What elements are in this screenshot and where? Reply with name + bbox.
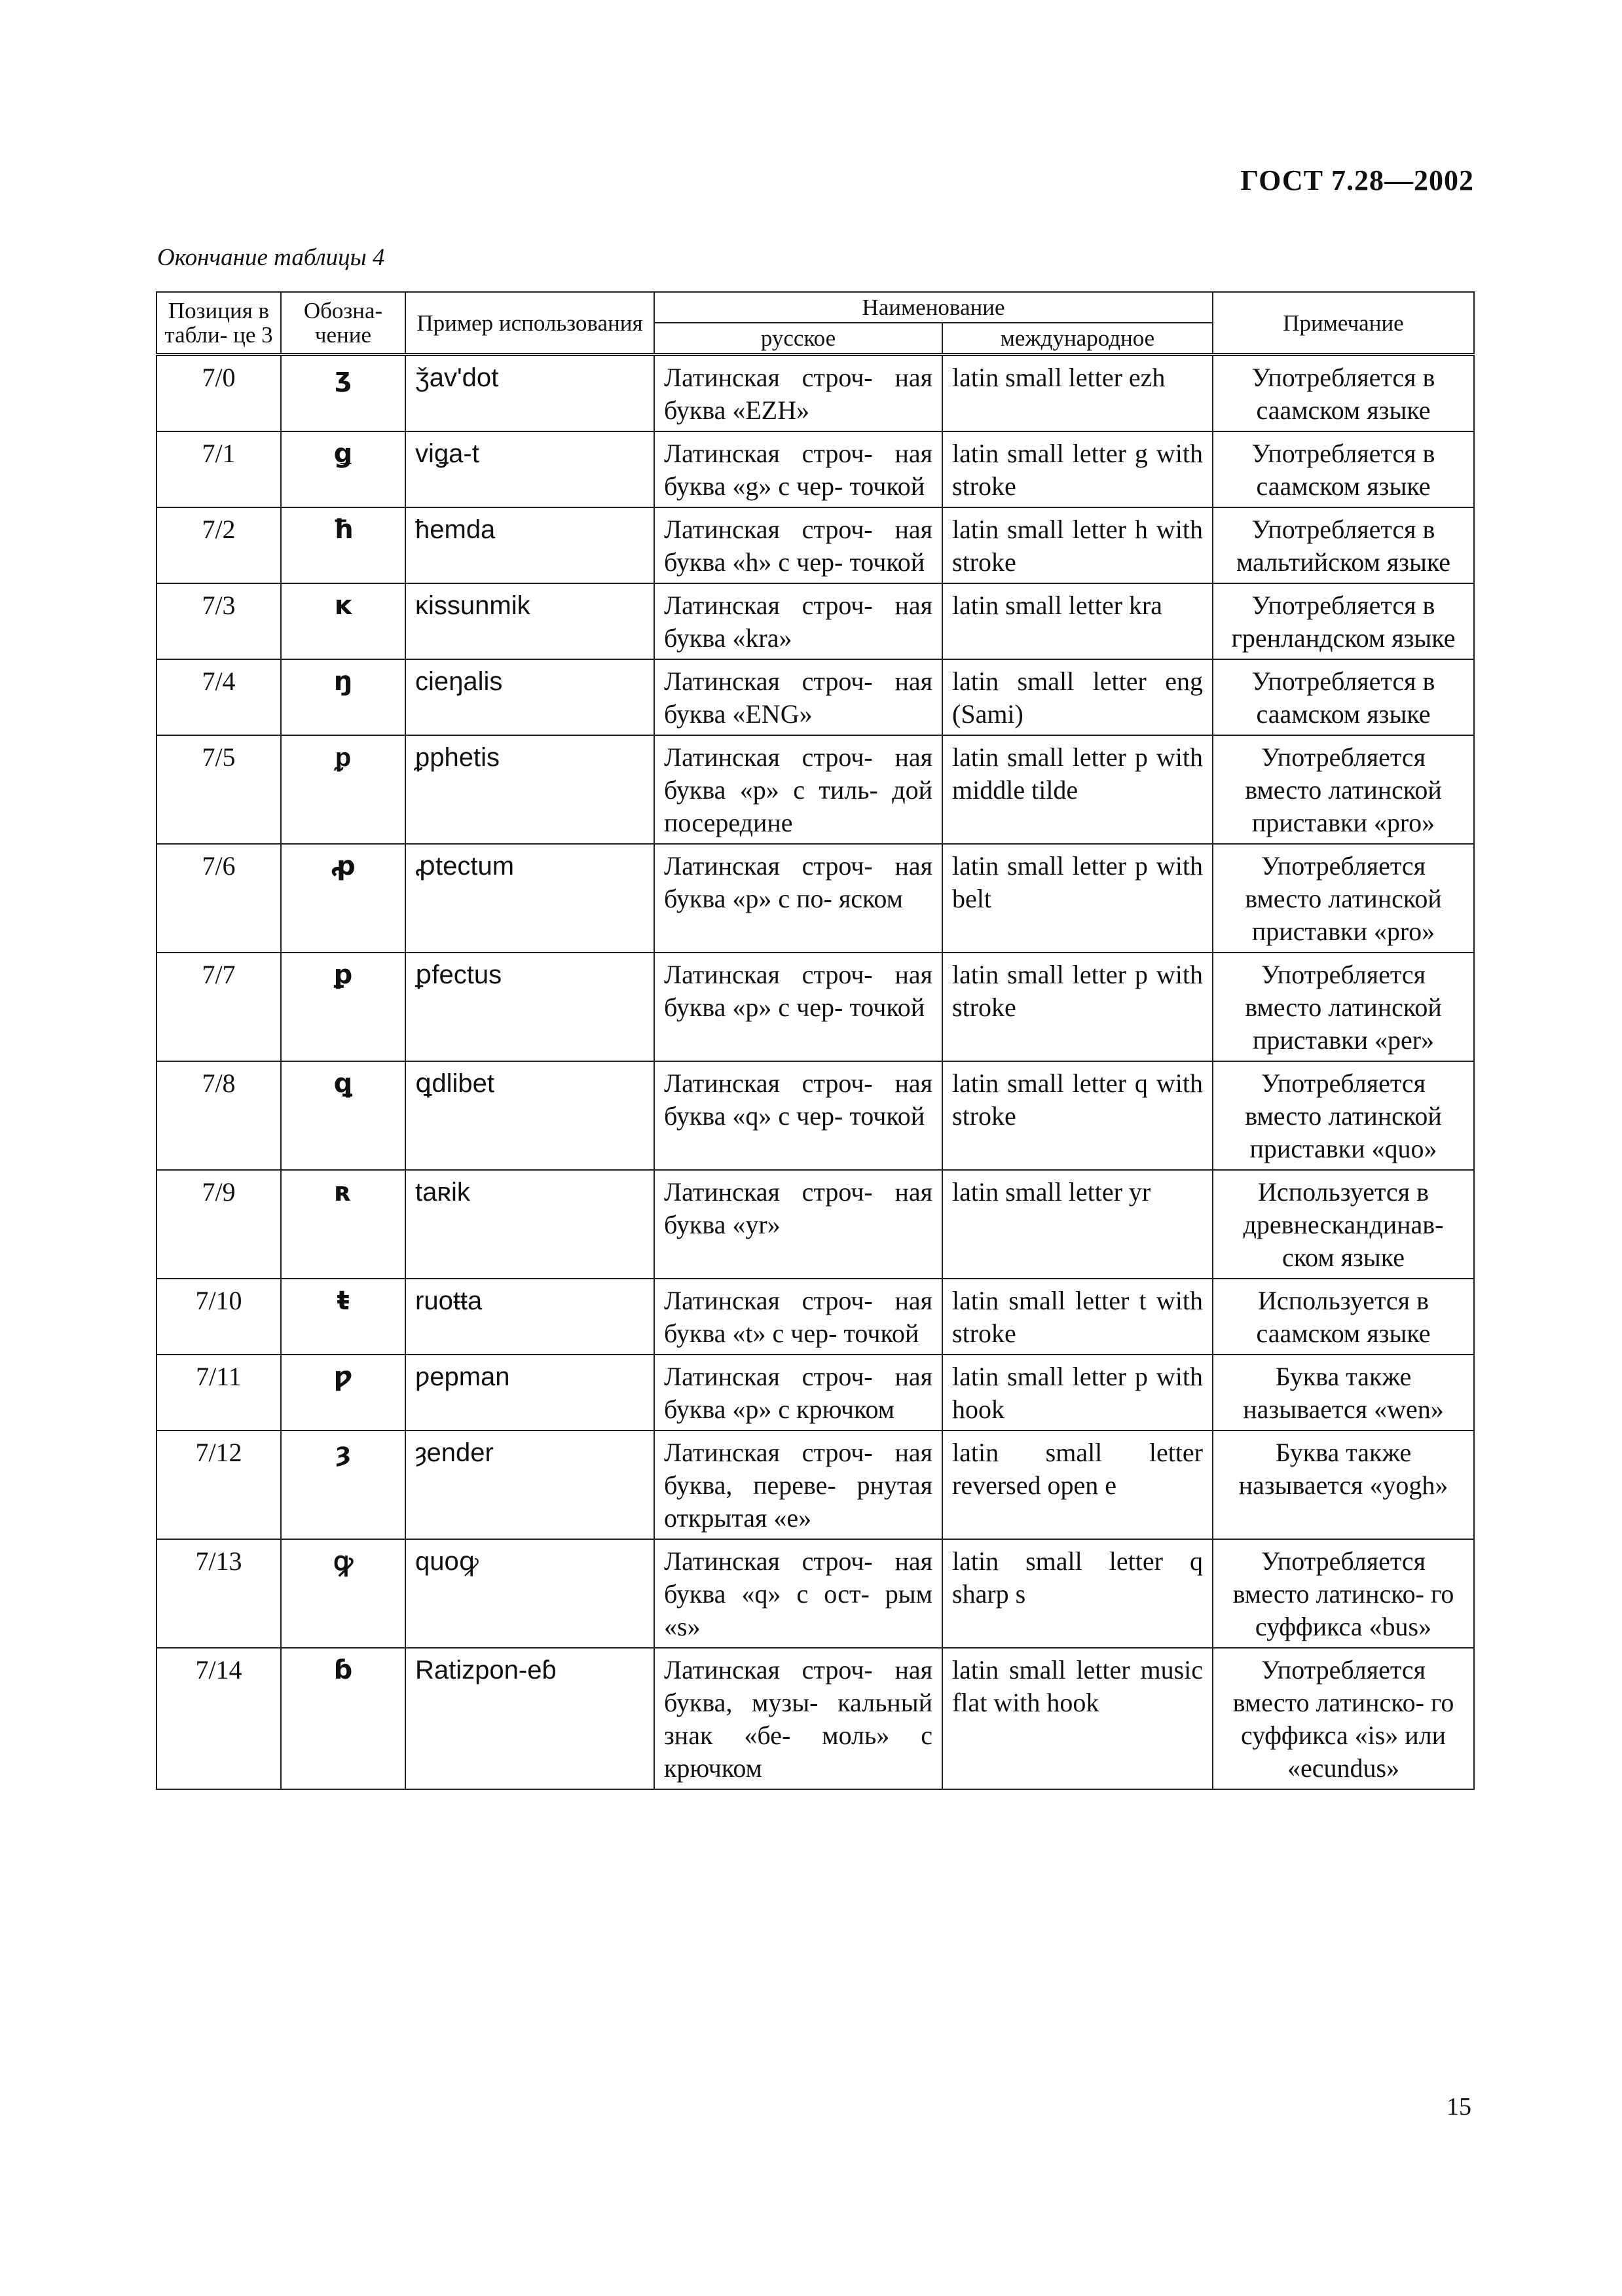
- cell-symbol: ȝ: [281, 1430, 405, 1539]
- cell-name-russian: Латинская строч- ная буква «p» с крючком: [654, 1355, 942, 1430]
- header-name-russian: русское: [654, 323, 942, 355]
- cell-name-international: latin small letter t with stroke: [942, 1279, 1213, 1355]
- table-row: [157, 1539, 1474, 1648]
- cell-symbol: ĸ: [281, 583, 405, 659]
- cell-example: ĸissunmik: [405, 583, 654, 659]
- cell-position: 7/4: [157, 659, 281, 735]
- cell-symbol: ᵱ: [281, 735, 405, 844]
- table-row: [157, 507, 1474, 583]
- table-row: [157, 1355, 1474, 1430]
- cell-name-russian: Латинская строч- ная буква «q» с чер- точкой: [654, 1061, 942, 1170]
- table-row: [157, 1170, 1474, 1279]
- cell-symbol: ǥ: [281, 431, 405, 507]
- cell-example: ꝑfectus: [405, 953, 654, 1061]
- cell-symbol: ꝓ: [281, 844, 405, 953]
- header-example: Пример использования: [405, 292, 654, 355]
- table-row: [157, 659, 1474, 735]
- cell-name-russian: Латинская строч- ная буква «q» с ост- рым «s»: [654, 1539, 942, 1648]
- cell-position: 7/9: [157, 1170, 281, 1279]
- cell-symbol: ꝗ: [281, 1061, 405, 1170]
- cell-symbol: ŋ: [281, 659, 405, 735]
- cell-name-russian: Латинская строч- ная буква «h» с чер- точкой: [654, 507, 942, 583]
- header-note: Примечание: [1213, 292, 1474, 355]
- cell-example: ᵱphetis: [405, 735, 654, 844]
- cell-note: Используется в саамском языке: [1213, 1279, 1474, 1355]
- symbol-table: [156, 291, 1475, 1790]
- cell-example: quoꝙ: [405, 1539, 654, 1648]
- cell-name-russian: Латинская строч- ная буква «kra»: [654, 583, 942, 659]
- cell-name-russian: Латинская строч- ная буква «p» с по- яском: [654, 844, 942, 953]
- cell-position: 7/7: [157, 953, 281, 1061]
- cell-note: Используется в древнескандинав- ском языке: [1213, 1170, 1474, 1279]
- cell-symbol: ꝑ: [281, 953, 405, 1061]
- cell-name-russian: Латинская строч- ная буква «yr»: [654, 1170, 942, 1279]
- table-caption: Окончание таблицы 4: [157, 244, 385, 271]
- cell-note: Употребляется вместо латинской приставки «pro»: [1213, 735, 1474, 844]
- header-symbol: Обозна- чение: [281, 292, 405, 355]
- cell-name-russian: Латинская строч- ная буква «t» с чер- точкой: [654, 1279, 942, 1355]
- cell-name-russian: Латинская строч- ная буква «p» с тиль- дой посередине: [654, 735, 942, 844]
- cell-name-russian: Латинская строч- ная буква «ENG»: [654, 659, 942, 735]
- cell-name-international: latin small letter p with belt: [942, 844, 1213, 953]
- cell-name-russian: Латинская строч- ная буква, переве- рнутая открытая «е»: [654, 1430, 942, 1539]
- cell-example: Ratizpon-eɓ: [405, 1648, 654, 1789]
- cell-position: 7/8: [157, 1061, 281, 1170]
- cell-symbol: ꝙ: [281, 1539, 405, 1648]
- cell-example: ꝗdlibet: [405, 1061, 654, 1170]
- cell-name-international: latin small letter q sharp s: [942, 1539, 1213, 1648]
- cell-example: ruoŧŧa: [405, 1279, 654, 1355]
- cell-note: Употребляется в саамском языке: [1213, 431, 1474, 507]
- cell-name-russian: Латинская строч- ная буква, музы- кальный знак «бе- моль» с крючком: [654, 1648, 942, 1789]
- cell-name-international: latin small letter q with stroke: [942, 1061, 1213, 1170]
- cell-position: 7/6: [157, 844, 281, 953]
- cell-example: ǯav'dot: [405, 355, 654, 432]
- cell-name-russian: Латинская строч- ная буква «p» с чер- точкой: [654, 953, 942, 1061]
- cell-note: Буква также называется «wen»: [1213, 1355, 1474, 1430]
- cell-name-international: latin small letter eng (Sami): [942, 659, 1213, 735]
- cell-name-international: latin small letter h with stroke: [942, 507, 1213, 583]
- cell-name-international: latin small letter g with stroke: [942, 431, 1213, 507]
- document-code: ГОСТ 7.28—2002: [1240, 164, 1474, 196]
- cell-example: ꝓtectum: [405, 844, 654, 953]
- cell-example: cieŋalis: [405, 659, 654, 735]
- cell-note: Употребляется вместо латинской приставки «per»: [1213, 953, 1474, 1061]
- cell-position: 7/11: [157, 1355, 281, 1430]
- cell-note: Употребляется вместо латинской приставки «pro»: [1213, 844, 1474, 953]
- cell-name-russian: Латинская строч- ная буква «g» с чер- точкой: [654, 431, 942, 507]
- table-row: [157, 953, 1474, 1061]
- table-row: [157, 735, 1474, 844]
- table-row: [157, 583, 1474, 659]
- cell-note: Употребляется вместо латинско- го суффикса «bus»: [1213, 1539, 1474, 1648]
- cell-name-international: latin small letter p with hook: [942, 1355, 1213, 1430]
- cell-position: 7/13: [157, 1539, 281, 1648]
- cell-example: viǥa-t: [405, 431, 654, 507]
- cell-position: 7/14: [157, 1648, 281, 1789]
- cell-symbol: ƿ: [281, 1355, 405, 1430]
- cell-name-international: latin small letter yr: [942, 1170, 1213, 1279]
- table-row: [157, 431, 1474, 507]
- cell-position: 7/3: [157, 583, 281, 659]
- table-row: [157, 1648, 1474, 1789]
- cell-note: Употребляется в мальтийском языке: [1213, 507, 1474, 583]
- table-row: [157, 844, 1474, 953]
- cell-name-russian: Латинская строч- ная буква «EZH»: [654, 355, 942, 432]
- cell-symbol: ħ: [281, 507, 405, 583]
- cell-position: 7/2: [157, 507, 281, 583]
- cell-name-international: latin small letter p with stroke: [942, 953, 1213, 1061]
- cell-symbol: ŧ: [281, 1279, 405, 1355]
- cell-example: taʀik: [405, 1170, 654, 1279]
- header-position: Позиция в табли- це 3: [157, 292, 281, 355]
- cell-name-international: latin small letter music flat with hook: [942, 1648, 1213, 1789]
- cell-example: ȝender: [405, 1430, 654, 1539]
- cell-name-international: latin small letter kra: [942, 583, 1213, 659]
- table-row: [157, 1061, 1474, 1170]
- cell-note: Употребляется вместо латинской приставки «quo»: [1213, 1061, 1474, 1170]
- cell-note: Употребляется в гренландском языке: [1213, 583, 1474, 659]
- table-body: [157, 355, 1474, 1790]
- table-row: [157, 1279, 1474, 1355]
- cell-position: 7/1: [157, 431, 281, 507]
- cell-name-international: latin small letter reversed open e: [942, 1430, 1213, 1539]
- cell-example: ħemda: [405, 507, 654, 583]
- table-row: [157, 355, 1474, 432]
- cell-symbol: ʒ: [281, 355, 405, 432]
- cell-example: ƿepman: [405, 1355, 654, 1430]
- cell-note: Употребляется в саамском языке: [1213, 659, 1474, 735]
- cell-note: Буква также называется «yogh»: [1213, 1430, 1474, 1539]
- cell-symbol: ʀ: [281, 1170, 405, 1279]
- cell-name-international: latin small letter ezh: [942, 355, 1213, 432]
- cell-symbol: ɓ: [281, 1648, 405, 1789]
- header-name: Наименование: [654, 292, 1213, 323]
- header-name-international: международное: [942, 323, 1213, 355]
- page-number: 15: [1447, 2093, 1471, 2121]
- cell-position: 7/10: [157, 1279, 281, 1355]
- cell-position: 7/5: [157, 735, 281, 844]
- cell-note: Употребляется в саамском языке: [1213, 355, 1474, 432]
- cell-name-international: latin small letter p with middle tilde: [942, 735, 1213, 844]
- cell-note: Употребляется вместо латинско- го суффикса «is» или «ecundus»: [1213, 1648, 1474, 1789]
- cell-position: 7/0: [157, 355, 281, 432]
- table-row: [157, 1430, 1474, 1539]
- cell-position: 7/12: [157, 1430, 281, 1539]
